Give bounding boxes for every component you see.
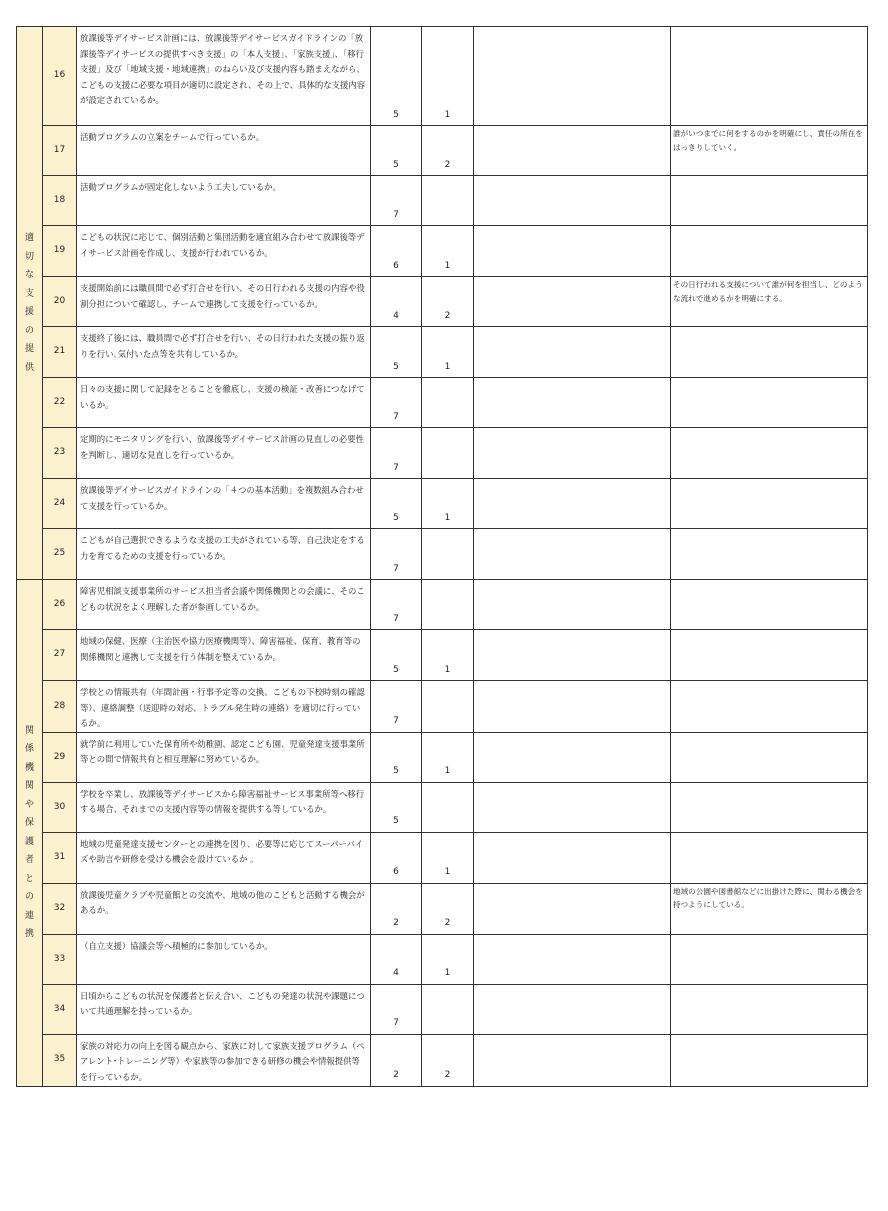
answer-yes-count: 7 [371, 176, 422, 226]
improvement-cell [474, 732, 671, 782]
comment-cell: 地域の公園や図書館などに出掛けた際に、関わる機会を持つようにしている。 [671, 883, 868, 934]
answer-yes-count: 5 [371, 782, 422, 832]
improvement-cell [474, 529, 671, 580]
question-text: 地域の保健、医療（主治医や協力医療機関等）、障害福祉、保育、教育等の関係機関と連携して支援を行う体制を整えているか。 [77, 630, 371, 681]
answer-no-count: 2 [422, 883, 474, 934]
question-text: 地域の児童発達支援センターとの連携を図り、必要等に応じてスーパーバイズや助言や研修を受ける機会を設けているか 。 [77, 832, 371, 883]
answer-yes-count: 2 [371, 883, 422, 934]
question-text: 放課後児童クラブや児童館との交流や、地域の他のこどもと活動する機会があるか。 [77, 883, 371, 934]
evaluation-table-body [17, 27, 868, 1087]
question-text: 日頃からこどもの状況を保護者と伝え合い、こどもの発達の状況や課題について共通理解を持っているか。 [77, 984, 371, 1034]
item-number: 19 [43, 226, 77, 277]
question-text: 家族の対応力の向上を図る観点から、家族に対して家族支援プログラム（ペアレント･トレーニング等）や家族等の参加できる研修の機会や情報提供等を行っているか。 [77, 1034, 371, 1086]
comment-cell [671, 479, 868, 529]
question-text: 定期的にモニタリングを行い、放課後等デイサービス計画の見直しの必要性を判断し、適切な見直しを行っているか。 [77, 428, 371, 479]
item-number: 20 [43, 277, 77, 327]
answer-yes-count: 2 [371, 1034, 422, 1086]
item-number: 35 [43, 1034, 77, 1086]
comment-cell: 誰がいつまでに何をするのかを明確にし、責任の所在をはっきりしていく。 [671, 126, 868, 176]
answer-no-count [422, 529, 474, 580]
answer-no-count: 2 [422, 1034, 474, 1086]
item-number: 34 [43, 984, 77, 1034]
table-row [17, 126, 868, 176]
item-number: 29 [43, 732, 77, 782]
improvement-cell [474, 630, 671, 681]
improvement-cell [474, 782, 671, 832]
improvement-cell [474, 277, 671, 327]
comment-cell [671, 580, 868, 630]
table-row [17, 176, 868, 226]
answer-no-count: 1 [422, 479, 474, 529]
table-row [17, 681, 868, 733]
improvement-cell [474, 934, 671, 984]
table-row [17, 428, 868, 479]
answer-yes-count: 7 [371, 378, 422, 428]
answer-no-count: 1 [422, 630, 474, 681]
answer-yes-count: 6 [371, 226, 422, 277]
improvement-cell [474, 479, 671, 529]
table-row [17, 27, 868, 126]
table-row [17, 630, 868, 681]
answer-no-count: 2 [422, 126, 474, 176]
question-text: 支援終了後には、職員間で必ず打合せを行い、その日行われた支援の振り返りを行い､気付いた点等を共有しているか。 [77, 327, 371, 378]
comment-cell [671, 378, 868, 428]
question-text: 日々の支援に関して記録をとることを徹底し、支援の検証・改善につなげているか。 [77, 378, 371, 428]
comment-cell [671, 327, 868, 378]
comment-cell [671, 782, 868, 832]
answer-yes-count: 5 [371, 630, 422, 681]
answer-no-count: 2 [422, 277, 474, 327]
answer-yes-count: 5 [371, 126, 422, 176]
table-row [17, 378, 868, 428]
answer-yes-count: 7 [371, 681, 422, 733]
improvement-cell [474, 226, 671, 277]
answer-yes-count: 5 [371, 732, 422, 782]
comment-cell [671, 176, 868, 226]
question-text: 学校との情報共有（年間計画・行事予定等の交換、こどもの下校時刻の確認等）、連絡調整（送迎時の対応、トラブル発生時の連絡）を適切に行っているか。 [77, 681, 371, 733]
answer-no-count: 1 [422, 832, 474, 883]
item-number: 31 [43, 832, 77, 883]
comment-cell [671, 226, 868, 277]
table-row [17, 529, 868, 580]
evaluation-table [16, 26, 868, 1087]
comment-cell [671, 732, 868, 782]
item-number: 17 [43, 126, 77, 176]
item-number: 21 [43, 327, 77, 378]
question-text: 就学前に利用していた保育所や幼稚園、認定こども園、児童発達支援事業所等との間で情報共有と相互理解に努めているか。 [77, 732, 371, 782]
comment-cell [671, 832, 868, 883]
category-label: 適切な支援の提供 [24, 233, 34, 373]
improvement-cell [474, 378, 671, 428]
question-text: 放課後等デイサービス計画には、放課後等デイサービスガイドラインの「放課後等デイサービスの提供すべき支援」の「本人支援」、「家族支援」、「移行支援」及び「地域支援・地域連携」のねらい及び支援内容も踏まえながら、こどもの支援に必要な項目が適切に設定され、その上で、具体的な支援内容が設定されているか。 [77, 27, 371, 126]
item-number: 27 [43, 630, 77, 681]
item-number: 26 [43, 580, 77, 630]
answer-no-count: 1 [422, 226, 474, 277]
improvement-cell [474, 176, 671, 226]
comment-cell [671, 934, 868, 984]
comment-cell [671, 984, 868, 1034]
improvement-cell [474, 126, 671, 176]
item-number: 23 [43, 428, 77, 479]
answer-no-count [422, 984, 474, 1034]
answer-yes-count: 5 [371, 327, 422, 378]
answer-no-count [422, 176, 474, 226]
table-row [17, 327, 868, 378]
answer-yes-count: 5 [371, 27, 422, 126]
question-text: 障害児相談支援事業所のサービス担当者会議や関係機関との会議に、そのこどもの状況をよく理解した者が参画しているか。 [77, 580, 371, 630]
improvement-cell [474, 984, 671, 1034]
answer-yes-count: 6 [371, 832, 422, 883]
question-text: 支援開始前には職員間で必ず打合せを行い、その日行われる支援の内容や役割分担について確認し、チームで連携して支援を行っているか。 [77, 277, 371, 327]
answer-no-count: 1 [422, 732, 474, 782]
table-row [17, 934, 868, 984]
comment-cell [671, 1034, 868, 1086]
answer-no-count: 1 [422, 327, 474, 378]
question-text: こどもの状況に応じて、個別活動と集団活動を適宜組み合わせて放課後等デイサービス計画を作成し、支援が行われているか。 [77, 226, 371, 277]
item-number: 22 [43, 378, 77, 428]
comment-cell [671, 681, 868, 733]
improvement-cell [474, 27, 671, 126]
table-row [17, 580, 868, 630]
answer-no-count [422, 580, 474, 630]
answer-yes-count: 4 [371, 277, 422, 327]
improvement-cell [474, 428, 671, 479]
improvement-cell [474, 580, 671, 630]
answer-yes-count: 5 [371, 479, 422, 529]
table-row [17, 226, 868, 277]
item-number: 25 [43, 529, 77, 580]
table-row [17, 1034, 868, 1086]
improvement-cell [474, 327, 671, 378]
improvement-cell [474, 681, 671, 733]
answer-yes-count: 7 [371, 580, 422, 630]
answer-no-count [422, 681, 474, 733]
improvement-cell [474, 1034, 671, 1086]
question-text: （自立支援）協議会等へ積極的に参加しているか。 [77, 934, 371, 984]
category-label: 関係機関や保護者との連携 [24, 725, 34, 940]
item-number: 30 [43, 782, 77, 832]
comment-cell [671, 27, 868, 126]
answer-yes-count: 4 [371, 934, 422, 984]
item-number: 16 [43, 27, 77, 126]
table-row [17, 732, 868, 782]
comment-cell: その日行われる支援について誰が何を担当し、どのような流れで進めるかを明確にする。 [671, 277, 868, 327]
table-row [17, 479, 868, 529]
answer-no-count: 1 [422, 27, 474, 126]
table-row [17, 277, 868, 327]
item-number: 28 [43, 681, 77, 733]
category-cell [17, 580, 43, 1087]
question-text: こどもが自己選択できるような支援の工夫がされている等、自己決定をする力を育てるための支援を行っているか。 [77, 529, 371, 580]
question-text: 放課後等デイサービスガイドラインの「４つの基本活動」を複数組み合わせて支援を行っているか。 [77, 479, 371, 529]
table-row [17, 984, 868, 1034]
answer-yes-count: 7 [371, 428, 422, 479]
answer-no-count [422, 378, 474, 428]
item-number: 24 [43, 479, 77, 529]
table-row [17, 883, 868, 934]
table-row [17, 782, 868, 832]
answer-yes-count: 7 [371, 984, 422, 1034]
category-cell [17, 27, 43, 580]
answer-no-count [422, 428, 474, 479]
question-text: 活動プログラムが固定化しないよう工夫しているか。 [77, 176, 371, 226]
item-number: 32 [43, 883, 77, 934]
table-row [17, 832, 868, 883]
item-number: 18 [43, 176, 77, 226]
answer-no-count: 1 [422, 934, 474, 984]
answer-yes-count: 7 [371, 529, 422, 580]
improvement-cell [474, 832, 671, 883]
improvement-cell [474, 883, 671, 934]
comment-cell [671, 630, 868, 681]
comment-cell [671, 529, 868, 580]
comment-cell [671, 428, 868, 479]
question-text: 学校を卒業し、放課後等デイサービスから障害福祉サービス事業所等へ移行する場合、それまでの支援内容等の情報を提供する等しているか。 [77, 782, 371, 832]
answer-no-count [422, 782, 474, 832]
question-text: 活動プログラムの立案をチームで行っているか。 [77, 126, 371, 176]
item-number: 33 [43, 934, 77, 984]
